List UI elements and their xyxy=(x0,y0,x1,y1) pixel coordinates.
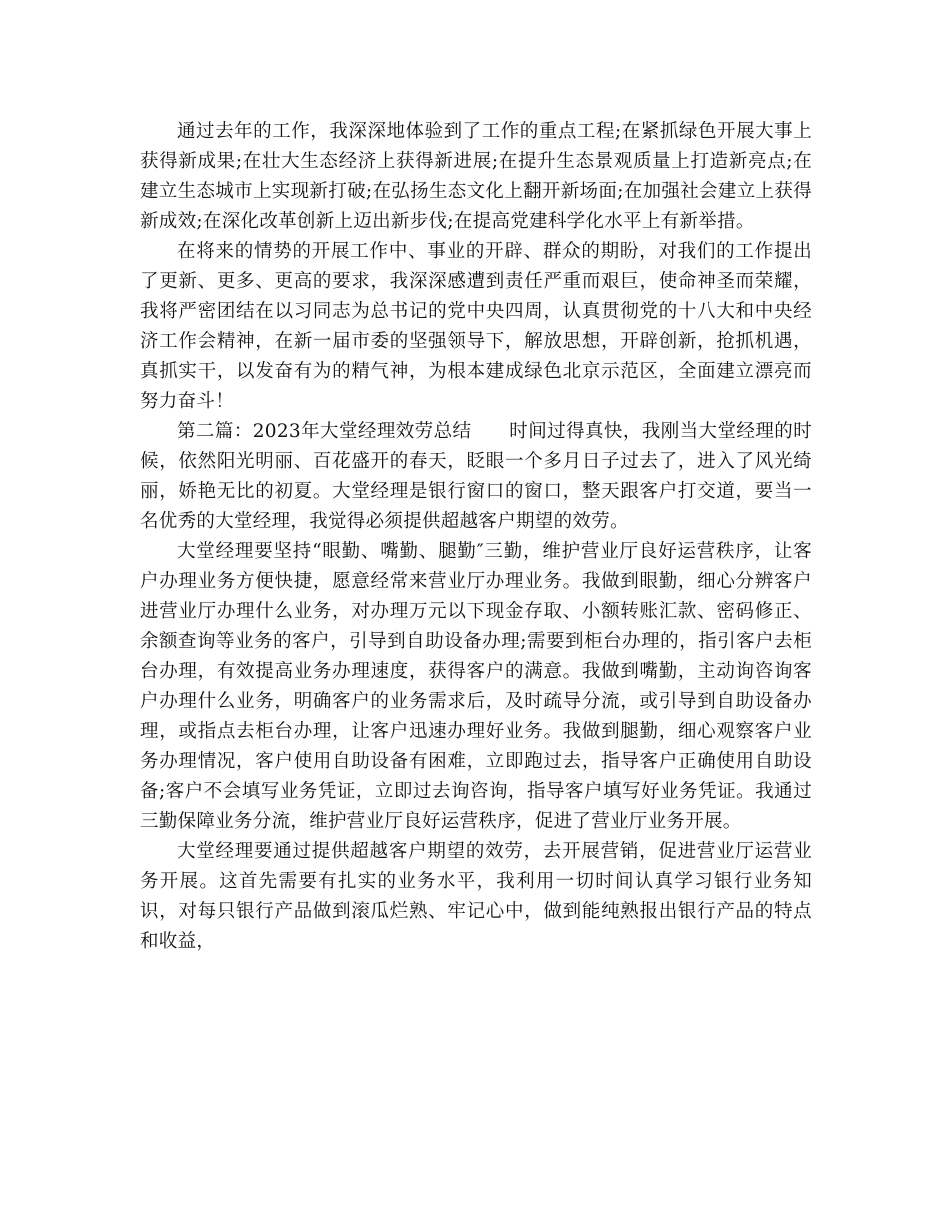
paragraph-4: 大堂经理要坚持“眼勤、嘴勤、腿勤″三勤，维护营业厅良好运营秩序，让客户办理业务方便快捷，愿意经常来营业厅办理业务。我做到眼勤，细心分辨客户进营业厅办理什么业务，对办理万元以下现金存取、小额转账汇款、密码修正、余额查询等业务的客户，引导到自助设备办理;需要到柜台办理的，指引客户去柜台办理，有效提高业务办理速度，获得客户的满意。我做到嘴勤，主动询咨询客户办理什么业务，明确客户的业务需求后，及时疏导分流，或引导到自助设备办理，或指点去柜台办理，让客户迅速办理好业务。我做到腿勤，细心观察客户业务办理情况，客户使用自助设备有困难，立即跑过去，指导客户正确使用自助设备;客户不会填写业务凭证，立即过去询咨询，指导客户填写好业务凭证。我通过三勤保障业务分流，维护营业厅良好运营秩序，促进了营业厅业务开展。 xyxy=(140,541,812,832)
paragraph-2: 在将来的情势的开展工作中、事业的开辟、群众的期盼，对我们的工作提出了更新、更多、更高的要求，我深深感遭到责任严重而艰巨，使命神圣而荣耀，我将严密团结在以习同志为总书记的党中央四周，认真贯彻党的十八大和中央经济工作会精神，在新一届市委的坚强领导下，解放思想，开辟创新，抢抓机遇，真抓实干，以发奋有为的精气神，为根本建成绿色北京示范区，全面建立漂亮而努力奋斗！ xyxy=(140,241,812,412)
paragraph-3: 第二篇：2023年大堂经理效劳总结 时间过得真快，我刚当大堂经理的时候，依然阳光明丽、百花盛开的春天，眨眼一个多月日子过去了，进入了风光绮丽，娇艳无比的初夏。大堂经理是银行窗口的窗口，整天跟客户打交道，要当一名优秀的大堂经理，我觉得必须提供超越客户期望的效劳。 xyxy=(140,421,812,532)
paragraph-5: 大堂经理要通过提供超越客户期望的效劳，去开展营销，促进营业厅运营业务开展。这首先需要有扎实的业务水平，我利用一切时间认真学习银行业务知识，对每只银行产品做到滚瓜烂熟、牢记心中，做到能纯熟报出银行产品的特点和收益， xyxy=(140,841,812,952)
document-body xyxy=(140,117,812,957)
paragraph-1: 通过去年的工作，我深深地体验到了工作的重点工程;在紧抓绿色开展大事上获得新成果;在壮大生态经济上获得新进展;在提升生态景观质量上打造新亮点;在建立生态城市上实现新打破;在弘扬生态文化上翻开新场面;在加强社会建立上获得新成效;在深化改革创新上迈出新步伐;在提高党建科学化水平上有新举措。 xyxy=(140,121,812,232)
